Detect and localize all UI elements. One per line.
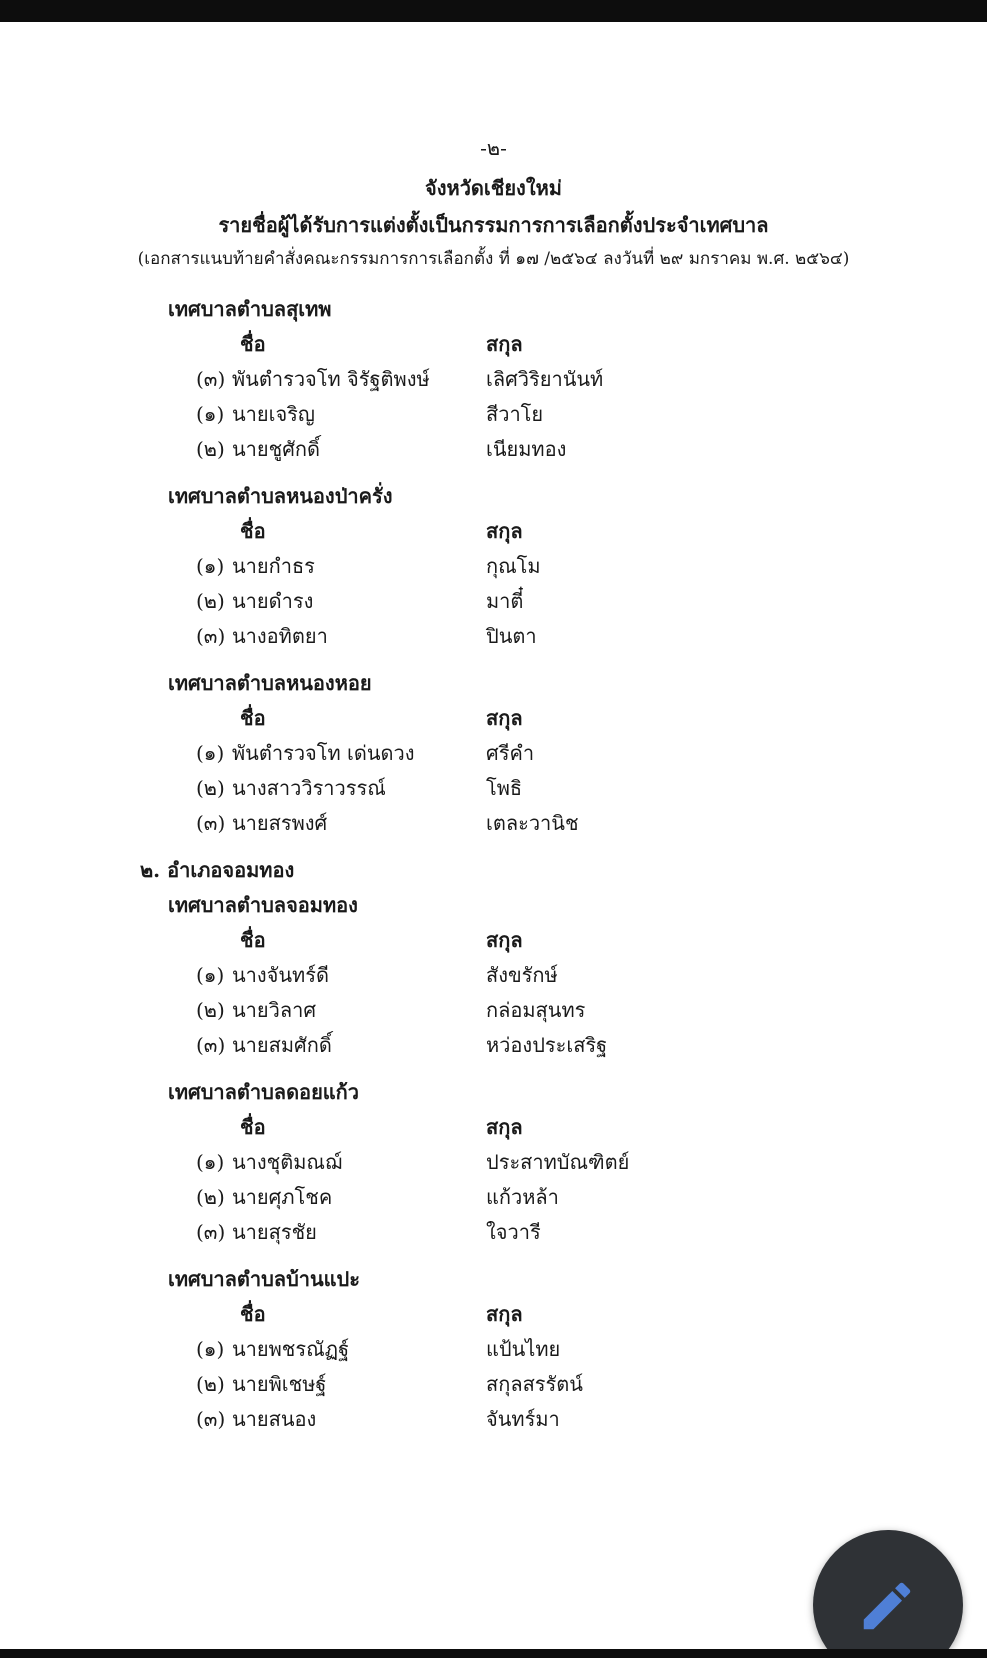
member-row (0, 1215, 987, 1250)
member-index: (๒) (196, 1185, 225, 1209)
member-name: นายเจริญ (232, 402, 315, 426)
member-row (0, 993, 987, 1028)
pencil-icon (856, 1575, 918, 1637)
member-index: (๒) (196, 998, 225, 1022)
member-surname: ประสาทบัณฑิตย์ (486, 1150, 630, 1174)
column-header-surname: สกุล (486, 519, 523, 543)
member-name: พันตำรวจโท เด่นดวง (232, 741, 415, 765)
member-index: (๑) (196, 402, 225, 426)
municipality-title: เทศบาลตำบลสุเทพ (168, 297, 332, 321)
member-surname: สังขรักษ์ (486, 963, 558, 987)
member-surname: สีวาโย (486, 402, 544, 426)
municipality-title: เทศบาลตำบลบ้านแปะ (168, 1267, 360, 1291)
member-name: นายสรพงศ์ (232, 811, 328, 835)
member-surname: สกุลสรรัตน์ (486, 1372, 583, 1396)
column-header-name: ชื่อ (240, 519, 266, 543)
column-header-row (0, 923, 987, 958)
member-surname: หว่องประเสริฐ (486, 1033, 608, 1057)
navigation-bar (0, 1649, 987, 1658)
member-row (0, 1180, 987, 1215)
member-surname: กล่อมสุนทร (486, 998, 586, 1022)
member-index: (๓) (196, 1407, 226, 1431)
member-index: (๓) (196, 811, 226, 835)
member-row (0, 584, 987, 619)
member-name: นางจันทร์ดี (232, 963, 329, 987)
member-row (0, 1402, 987, 1437)
municipality-section (0, 292, 987, 467)
member-surname: เลิศวิริยานันท์ (486, 367, 604, 391)
column-header-row (0, 327, 987, 362)
column-header-surname: สกุล (486, 1115, 523, 1139)
member-surname: ใจวารี (486, 1220, 541, 1244)
municipality-title: เทศบาลตำบลหนองหอย (168, 671, 372, 695)
member-name: นายดำรง (232, 589, 314, 613)
column-header-row (0, 1297, 987, 1332)
member-surname: แป้นไทย (486, 1337, 561, 1361)
column-header-row (0, 514, 987, 549)
district-title: ๒. อำเภอจอมทอง (140, 858, 295, 882)
member-row (0, 1367, 987, 1402)
member-name: นางสาววิราวรรณ์ (232, 776, 386, 800)
page-number: -๒- (480, 136, 507, 160)
member-name: นายศุภโชค (232, 1185, 333, 1209)
member-surname: ปินตา (486, 624, 537, 648)
municipality-section (0, 666, 987, 841)
member-row (0, 958, 987, 993)
member-row (0, 1028, 987, 1063)
member-surname: มาตี๋ (486, 589, 524, 613)
member-surname: ศรีคำ (486, 741, 535, 765)
member-surname: จันทร์มา (486, 1407, 560, 1431)
status-bar (0, 0, 987, 22)
member-index: (๓) (196, 624, 226, 648)
member-name: นายพชรณัฏฐ์ (232, 1337, 350, 1361)
member-index: (๒) (196, 776, 225, 800)
member-surname: เตละวานิช (486, 811, 579, 835)
member-index: (๒) (196, 1372, 225, 1396)
member-index: (๒) (196, 589, 225, 613)
document-subtitle: (เอกสารแนบท้ายคำสั่งคณะกรรมการการเลือกตั้ง ที่ ๑๗ /๒๕๖๔ ลงวันที่ ๒๙ มกราคม พ.ศ. ๒๕๖๔) (137, 249, 850, 269)
column-header-name: ชื่อ (240, 928, 266, 952)
member-index: (๓) (196, 1220, 226, 1244)
member-surname: กุณโม (486, 554, 541, 578)
member-row (0, 806, 987, 841)
member-row (0, 432, 987, 467)
column-header-row (0, 1110, 987, 1145)
member-row (0, 771, 987, 806)
municipality-section (0, 888, 987, 1063)
column-header-row (0, 701, 987, 736)
municipality-section (0, 1262, 987, 1437)
column-header-name: ชื่อ (240, 706, 266, 730)
column-header-name: ชื่อ (240, 1302, 266, 1326)
member-index: (๒) (196, 437, 225, 461)
member-row (0, 736, 987, 771)
member-name: นายสนอง (232, 1407, 317, 1431)
member-name: นางชุติมณฌ์ (232, 1150, 343, 1174)
column-header-surname: สกุล (486, 332, 523, 356)
member-name: นางอทิตยา (232, 624, 328, 648)
municipality-section (0, 479, 987, 654)
column-header-surname: สกุล (486, 928, 523, 952)
document-title: รายชื่อผู้ได้รับการแต่งตั้งเป็นกรรมการการเลือกตั้งประจำเทศบาล (218, 213, 769, 237)
member-name: นายสุรชัย (232, 1220, 317, 1244)
municipality-title: เทศบาลตำบลหนองป่าครั่ง (168, 484, 393, 508)
member-surname: แก้วหล้า (486, 1185, 559, 1209)
province-title: จังหวัดเชียงใหม่ (425, 176, 562, 200)
member-name: พันตำรวจโท จิรัฐติพงษ์ (232, 367, 430, 391)
member-row (0, 549, 987, 584)
column-header-surname: สกุล (486, 1302, 523, 1326)
member-index: (๑) (196, 741, 225, 765)
member-row (0, 1145, 987, 1180)
column-header-surname: สกุล (486, 706, 523, 730)
member-index: (๓) (196, 367, 226, 391)
municipality-section (0, 1075, 987, 1250)
member-row (0, 1332, 987, 1367)
member-surname: โพธิ (486, 776, 523, 800)
member-surname: เนียมทอง (486, 437, 567, 461)
member-index: (๑) (196, 963, 225, 987)
member-name: นายวิลาศ (232, 998, 317, 1022)
member-name: นายสมศักดิ์ (232, 1033, 332, 1057)
member-row (0, 619, 987, 654)
member-name: นายพิเชษฐ์ (232, 1372, 327, 1396)
municipality-title: เทศบาลตำบลจอมทอง (168, 893, 358, 917)
column-header-name: ชื่อ (240, 332, 266, 356)
member-name: นายชูศักดิ์ (232, 437, 320, 461)
member-row (0, 362, 987, 397)
municipality-title: เทศบาลตำบลดอยแก้ว (168, 1080, 360, 1104)
member-row (0, 397, 987, 432)
member-name: นายกำธร (232, 554, 315, 578)
committee-list (0, 292, 987, 1437)
member-index: (๓) (196, 1033, 226, 1057)
member-index: (๑) (196, 1150, 225, 1174)
column-header-name: ชื่อ (240, 1115, 266, 1139)
member-index: (๑) (196, 1337, 225, 1361)
member-index: (๑) (196, 554, 225, 578)
